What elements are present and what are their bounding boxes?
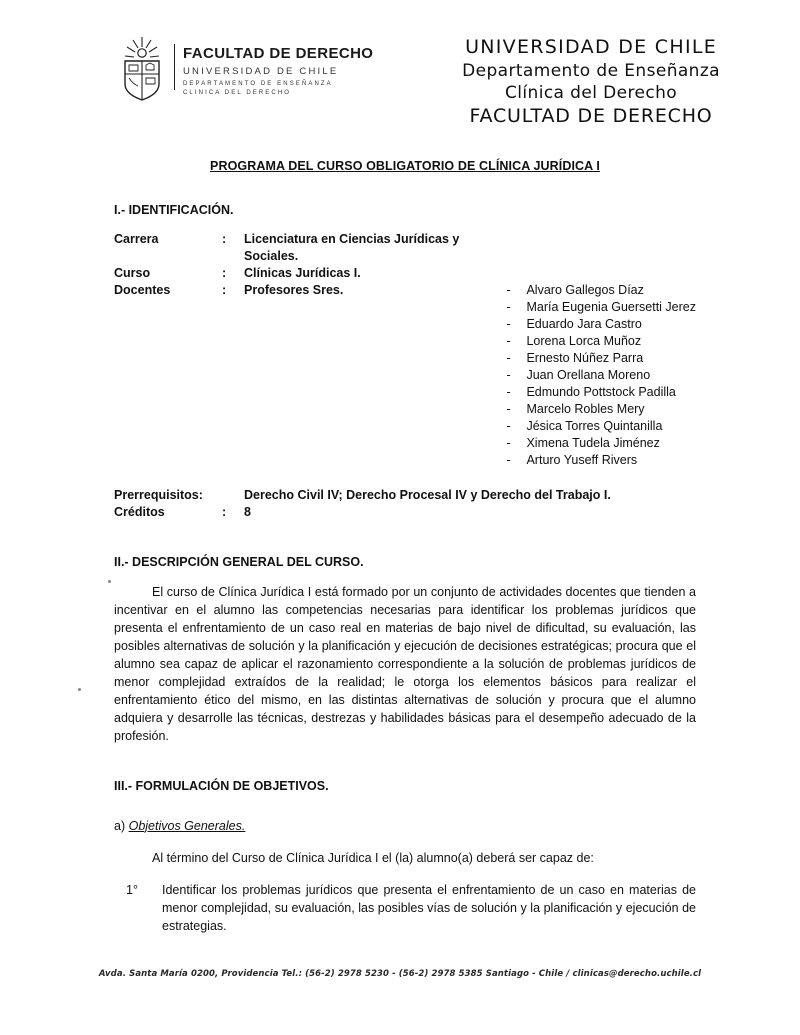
scan-artifact <box>108 580 111 583</box>
document-header <box>58 32 742 129</box>
logo-line-faculty: FACULTAD DE DERECHO <box>183 45 374 62</box>
list-item <box>506 452 696 469</box>
list-item <box>506 316 696 333</box>
row-label: Curso <box>114 265 151 280</box>
logo-line-clinic: CLINICA DEL DERECHO <box>183 89 292 96</box>
table-row <box>114 282 696 469</box>
row-colon: : <box>222 231 227 246</box>
credits-colon: : <box>222 504 227 519</box>
teacher-name: Ernesto Núñez Parra <box>526 350 644 365</box>
objective-text: Identificar los problemas jurídicos que presenta el enfrentamiento de un caso en materias de menor complejidad, su evaluación, las posibles vías de solución y la planificación y ejecución de estrategias. <box>162 882 696 933</box>
list-item <box>506 401 696 418</box>
teacher-name: Ximena Tudela Jiménez <box>526 435 660 450</box>
teacher-name: Marcelo Robles Mery <box>526 401 645 416</box>
scan-artifact <box>78 688 81 691</box>
teacher-name: Alvaro Gallegos Díaz <box>526 282 644 297</box>
bullet-dash: - <box>506 316 511 331</box>
bullet-dash: - <box>506 282 511 297</box>
bullet-dash: - <box>506 367 511 382</box>
credits-value: 8 <box>244 504 251 519</box>
table-row <box>114 265 696 282</box>
logo-divider <box>174 44 175 90</box>
university-name: UNIVERSIDAD DE CHILE <box>465 36 718 58</box>
section-heading-identificacion: I.- IDENTIFICACIÓN. <box>114 202 234 217</box>
credits-row <box>114 504 696 521</box>
teacher-name: Lorena Lorca Muñoz <box>526 333 642 348</box>
prerequisites-value: Derecho Civil IV; Derecho Procesal IV y Derecho del Trabajo I. <box>244 487 611 502</box>
subsection-heading-objetivos-generales <box>114 819 696 833</box>
university-faculty: FACULTAD DE DERECHO <box>469 104 713 127</box>
row-label: Carrera <box>114 231 159 246</box>
teacher-name: Juan Orellana Moreno <box>526 367 651 382</box>
document-body <box>58 159 742 935</box>
list-item <box>506 350 696 367</box>
faculty-logo <box>116 36 373 102</box>
row-colon: : <box>222 265 227 280</box>
subsection-title: Objetivos Generales. <box>128 818 246 833</box>
list-item <box>506 282 696 299</box>
teacher-name: Jésica Torres Quintanilla <box>526 418 663 433</box>
prerequisites-block <box>114 487 696 521</box>
list-item <box>506 333 696 350</box>
subsection-prefix: a) <box>114 818 129 833</box>
objective-number: 1° <box>126 882 138 897</box>
prerequisites-row <box>114 487 696 504</box>
list-item <box>506 418 696 435</box>
teacher-name: María Eugenia Guersetti Jerez <box>526 299 696 314</box>
list-item <box>506 367 696 384</box>
table-row <box>114 231 696 265</box>
university-clinic: Clínica del Derecho <box>505 82 678 103</box>
bullet-dash: - <box>506 333 511 348</box>
bullet-dash: - <box>506 452 511 467</box>
university-department: Departamento de Enseñanza <box>462 60 720 81</box>
page-title: PROGRAMA DEL CURSO OBLIGATORIO DE CLÍNICA JURÍDICA I <box>210 158 600 173</box>
logo-text-block <box>183 36 373 97</box>
identification-table <box>114 231 696 469</box>
bullet-dash: - <box>506 384 511 399</box>
row-value: Licenciatura en Ciencias Jurídicas y Sociales. <box>244 231 460 263</box>
list-item <box>506 384 696 401</box>
teacher-name: Edmundo Pottstock Padilla <box>526 384 676 399</box>
list-item <box>506 299 696 316</box>
logo-line-department: DEPARTAMENTO DE ENSEÑANZA <box>183 81 333 88</box>
teacher-name: Arturo Yuseff Rivers <box>526 452 638 467</box>
row-label: Docentes <box>114 282 171 297</box>
section-heading-descripcion: II.- DESCRIPCIÓN GENERAL DEL CURSO. <box>114 554 364 569</box>
objective-item <box>114 881 696 935</box>
objectives-intro: Al término del Curso de Clínica Jurídica I el (la) alumno(a) deberá ser capaz de: <box>152 850 594 865</box>
university-heading <box>462 32 742 129</box>
prerequisites-colon <box>222 487 244 504</box>
row-colon: : <box>222 282 227 297</box>
university-crest-icon <box>116 36 168 102</box>
teacher-name: Eduardo Jara Castro <box>526 316 642 331</box>
section-heading-objetivos: III.- FORMULACIÓN DE OBJETIVOS. <box>114 778 329 793</box>
bullet-dash: - <box>506 350 511 365</box>
prerequisites-label: Prerrequisitos: <box>114 487 203 502</box>
bullet-dash: - <box>506 435 511 450</box>
row-value: Profesores Sres. <box>244 282 344 297</box>
description-paragraph: El curso de Clínica Jurídica I está formado por un conjunto de actividades docentes que tienden a incentivar en el alumno las competencias necesarias para identificar los problemas jurídicos que presenta el enfrentamiento de un caso real en materias de bajo nivel de dificultad, su evaluación, las posibles alternativas de solución y la planificación y ejecución de decisiones estratégicas; procura que el alumno sea capaz de aplicar el razonamiento correspondiente a la solución de problemas jurídicos de menor complejidad extraídos de la realidad; le otorga los elementos básicos para realizar el enfrentamiento ético del mismo, en las distintas alternativas de solución y procura que el alumno adquiera y desarrolle las técnicas, destrezas y habilidades básicas para el desempeño adecuado de la profesión. <box>114 584 696 743</box>
list-item <box>506 435 696 452</box>
bullet-dash: - <box>506 418 511 433</box>
page-footer: Avda. Santa María 0200, Providencia Tel.: (56-2) 2978 5230 - (56-2) 2978 5385 Santiago - Chile / clinicas@derecho.uchile.cl <box>98 969 702 979</box>
teachers-list <box>506 282 696 469</box>
credits-label: Créditos <box>114 504 165 519</box>
bullet-dash: - <box>506 401 511 416</box>
row-value: Clínicas Jurídicas I. <box>244 265 361 280</box>
bullet-dash: - <box>506 299 511 314</box>
logo-line-university: UNIVERSIDAD DE CHILE <box>183 65 339 77</box>
